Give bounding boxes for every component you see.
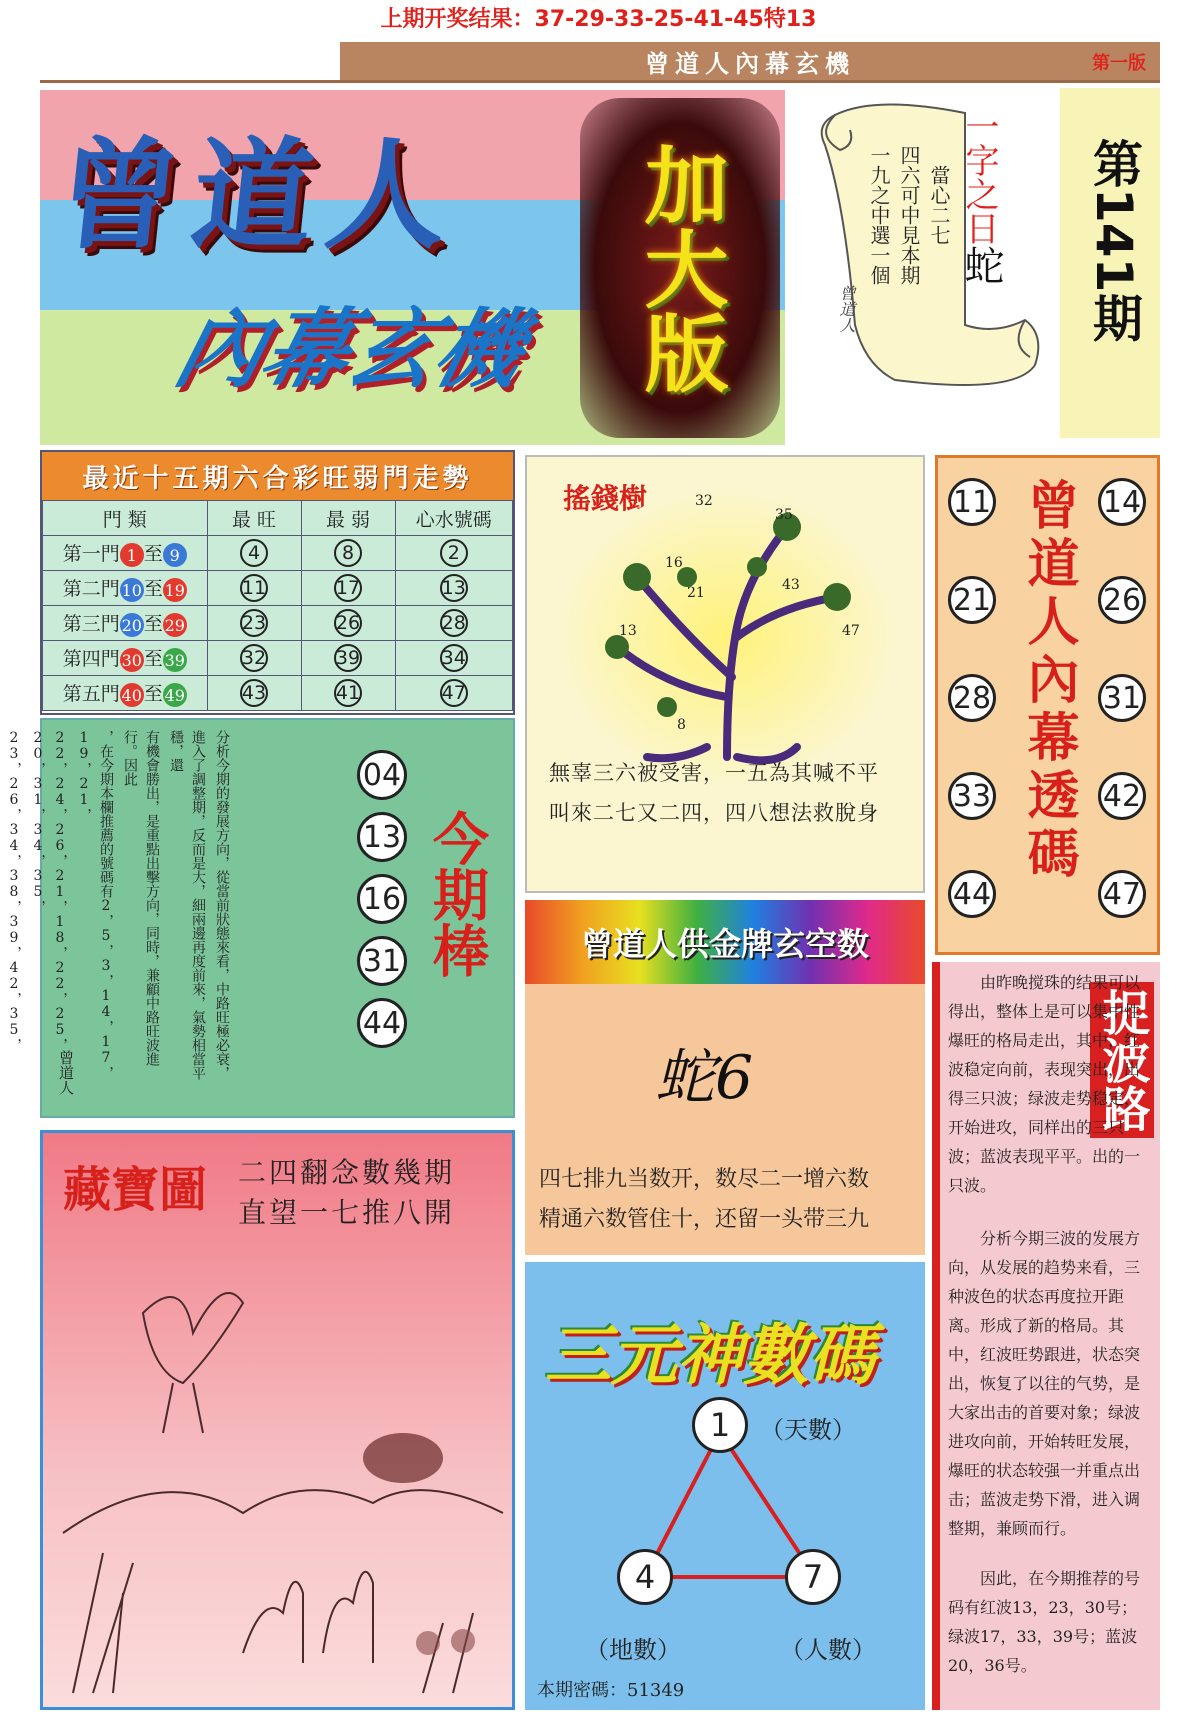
today-numbers [357, 750, 407, 1048]
tree-number: 32 [695, 493, 713, 509]
trend-row [43, 536, 513, 571]
from-ball: 40 [120, 683, 144, 707]
sanyuan-right: 7 [785, 1549, 841, 1605]
inside-number: 33 [948, 772, 996, 820]
analysis-column: 22，24，26，21，18，22，25，20，31，34，35， [30, 730, 68, 1052]
analysis-column: ，在今期本欄推薦的號碼有2，5，3，14，17，19，21， [76, 730, 114, 1080]
inside-title-char: 透 [1018, 768, 1079, 826]
gate-label: 第四門 [62, 648, 120, 670]
pick-cell [395, 641, 513, 676]
trend-table [42, 500, 513, 711]
tree-number: 47 [842, 623, 860, 639]
inside-number: 31 [1098, 674, 1146, 722]
inside-number: 26 [1098, 576, 1146, 624]
inside-number: 14 [1098, 478, 1146, 526]
trend-table-panel [40, 450, 515, 715]
from-ball: 30 [120, 648, 144, 672]
banner-badge: 加大版 [631, 142, 730, 394]
banner-line2: 內幕玄機 [165, 300, 535, 400]
tree-graphic [527, 457, 927, 787]
money-tree-panel [525, 455, 925, 893]
trend-header-row [43, 501, 513, 536]
gate-label: 第五門 [62, 683, 120, 705]
gold-handwriting: 蛇6 [655, 1043, 754, 1113]
gate-label: 第一門 [62, 543, 120, 565]
inside-number: 47 [1098, 870, 1146, 918]
sanyuan-title: 三元神數碼 [545, 1317, 875, 1394]
cold-number: 26 [334, 609, 362, 637]
gate-cell: 第一門 1 至 9 [43, 536, 208, 571]
sanyuan-top: 1 [692, 1397, 748, 1453]
gate-label: 第三門 [62, 613, 120, 635]
inside-title [1008, 478, 1088, 884]
inside-number: 28 [948, 674, 996, 722]
tree-number: 43 [782, 577, 800, 593]
hot-number: 4 [240, 539, 268, 567]
th-hot: 最 旺 [207, 501, 301, 536]
analysis-signature: 曾道人 [57, 1050, 75, 1095]
tree-number: 21 [687, 585, 705, 601]
cold-number: 8 [334, 539, 362, 567]
edition-label: 第一版 [1092, 53, 1146, 74]
today-number: 13 [357, 812, 407, 862]
treasure-line-2: 直望一七推八開 [238, 1196, 456, 1229]
gold-number-panel [525, 900, 925, 1255]
scroll-signature: 曾道人 [837, 285, 856, 333]
trend-row [43, 606, 513, 641]
hot-cell [207, 641, 301, 676]
pick-number: 34 [440, 644, 468, 672]
today-label: 今期棒 [424, 810, 490, 978]
gate-label: 第二門 [62, 578, 120, 600]
inside-number: 44 [948, 870, 996, 918]
pick-cell [395, 676, 513, 711]
treasure-line-1: 二四翻念數幾期 [238, 1156, 456, 1189]
sanyuan-left-label: （地數） [585, 1636, 681, 1664]
inside-title-char: 道 [1018, 536, 1079, 594]
inside-title-char: 內 [1018, 652, 1079, 710]
inside-number: 42 [1098, 772, 1146, 820]
wave-para-3: 因此，在今期推荐的号码有红波13，23，30号；绿波17，33，39号；蓝波20，36号。 [948, 1569, 1141, 1675]
to-ball: 19 [163, 578, 187, 602]
cold-number: 39 [334, 644, 362, 672]
cold-cell [301, 606, 395, 641]
pick-number: 2 [440, 539, 468, 567]
scroll-panel [795, 95, 1055, 405]
gate-cell: 第三門 20至 29 [43, 606, 208, 641]
gold-line-2: 精通六数管住十，还留一头带三九 [539, 1207, 870, 1232]
pick-number: 13 [440, 574, 468, 602]
th-gate: 門 類 [43, 501, 208, 536]
analysis-column: 有機會勝出，是重點出擊方向，同時，兼顧中路旺波進行。因此 [122, 730, 160, 1066]
cold-cell [301, 571, 395, 606]
gold-line-1: 四七排九当数开，数尽二一增六数 [539, 1167, 870, 1192]
tree-poem-2: 叫來二七又二四，四八想法救脫身 [549, 801, 879, 825]
issue-panel [1060, 88, 1160, 438]
th-cold: 最 弱 [301, 501, 395, 536]
from-ball: 10 [120, 578, 144, 602]
treasure-illustration [43, 1233, 513, 1703]
inside-number: 11 [948, 478, 996, 526]
tree-number: 8 [677, 717, 686, 733]
cold-number: 41 [334, 679, 362, 707]
to-ball: 39 [163, 648, 187, 672]
today-number: 16 [357, 874, 407, 924]
wave-para-1: 由昨晚搅珠的结果可以得出，整体上是可以集中性爆旺的格局走出，其中，红波稳定向前，表现突出，出得三只波；绿波走势稳定，开始进攻，同样出的三只波；蓝波表现平平。出的一只波。 [948, 973, 1141, 1195]
inside-title-char: 人 [1018, 594, 1079, 652]
inside-title-char: 碼 [1018, 826, 1079, 884]
trend-row [43, 676, 513, 711]
analysis-column: 23，26，34，38，39，42，35， [6, 730, 22, 1052]
scroll-graphic [795, 95, 1055, 405]
banner-line1: 曾道人 [51, 125, 469, 266]
header-title: 曾道人內幕玄機 [645, 48, 855, 78]
analysis-column: 進入了調整期，反而是大，細兩邊再度前來，氣勢相當平穩，還 [168, 730, 206, 1080]
cold-cell [301, 641, 395, 676]
wave-para-2: 分析今期三波的发展方向，从发展的趋势来看，三种波色的状态再度拉开距离。形成了新的格局。其中，红波旺势跟进，状态突出，恢复了以往的气势，是大家出击的首要对象；绿波进攻向前，开始转旺发展，爆旺的状态较强一并重点出击；蓝波走势下滑，进入调整期，兼顾而行。 [948, 1229, 1141, 1538]
sanyuan-left: 4 [617, 1549, 673, 1605]
pick-number: 47 [440, 679, 468, 707]
gold-title: 曾道人供金牌玄空数 [525, 900, 925, 984]
sanyuan-panel [525, 1262, 925, 1710]
scroll-line-3: 一九之中選一個 [867, 145, 891, 285]
scroll-line-1: 當心二七 [927, 165, 951, 245]
to-ball: 49 [163, 683, 187, 707]
tree-number: 35 [775, 507, 793, 523]
pick-cell [395, 606, 513, 641]
last-draw-result: 上期开奖结果：37-29-33-25-41-45特13 [380, 7, 817, 32]
pick-cell [395, 571, 513, 606]
analysis-column: 分析今期的發展方向，從當前狀態來看，中路旺極必衰， [214, 730, 230, 1080]
banner-badge-bg [580, 98, 780, 438]
cold-cell [301, 536, 395, 571]
th-pick: 心水號碼 [395, 501, 513, 536]
header-rule [40, 80, 1160, 83]
sanyuan-top-label: （天數） [760, 1416, 856, 1444]
to-ball: 9 [163, 543, 187, 567]
wave-panel [932, 962, 1160, 1710]
tree-number: 16 [665, 555, 683, 571]
page-header [340, 42, 1160, 80]
tree-title: 搖錢樹 [563, 482, 648, 515]
hot-number: 32 [240, 644, 268, 672]
treasure-panel [40, 1130, 515, 1710]
today-number: 04 [357, 750, 407, 800]
inside-code-panel [935, 455, 1160, 955]
trend-row [43, 571, 513, 606]
hot-cell [207, 606, 301, 641]
scroll-zodiac: 蛇 [958, 245, 1004, 285]
from-ball: 20 [120, 613, 144, 637]
treasure-title: 藏寶圖 [63, 1162, 208, 1218]
inside-title-char: 幕 [1018, 710, 1079, 768]
pick-cell [395, 536, 513, 571]
hot-cell [207, 536, 301, 571]
secret-code: 本期密碼：51349 [537, 1680, 685, 1701]
gate-cell: 第五門 40至 49 [43, 676, 208, 711]
gate-cell: 第四門 30至 39 [43, 641, 208, 676]
cold-cell [301, 676, 395, 711]
scroll-title: 一字之日 [959, 109, 999, 245]
hot-number: 43 [240, 679, 268, 707]
trend-row [43, 641, 513, 676]
trend-title: 最近十五期六合彩旺弱門走勢 [42, 452, 513, 500]
scroll-line-2: 四六可中見本期 [897, 145, 921, 285]
tree-poem-1: 無辜三六被受害，一五為其喊不平 [549, 761, 879, 785]
hot-number: 23 [240, 609, 268, 637]
hot-number: 11 [240, 574, 268, 602]
pick-number: 28 [440, 609, 468, 637]
to-ball: 29 [163, 613, 187, 637]
today-number: 44 [357, 998, 407, 1048]
analysis-panel [6, 718, 515, 1118]
cold-number: 17 [334, 574, 362, 602]
today-number: 31 [357, 936, 407, 986]
title-banner [40, 90, 785, 445]
inside-number: 21 [948, 576, 996, 624]
sanyuan-right-label: （人數） [780, 1636, 876, 1664]
gate-cell: 第二門 10至 19 [43, 571, 208, 606]
inside-title-char: 曾 [1018, 478, 1079, 536]
wave-title: 捉波路 [1090, 982, 1154, 1138]
hot-cell [207, 571, 301, 606]
issue-number: 第141期 [1085, 138, 1143, 343]
from-ball: 1 [120, 543, 144, 567]
tree-number: 13 [619, 623, 637, 639]
hot-cell [207, 676, 301, 711]
